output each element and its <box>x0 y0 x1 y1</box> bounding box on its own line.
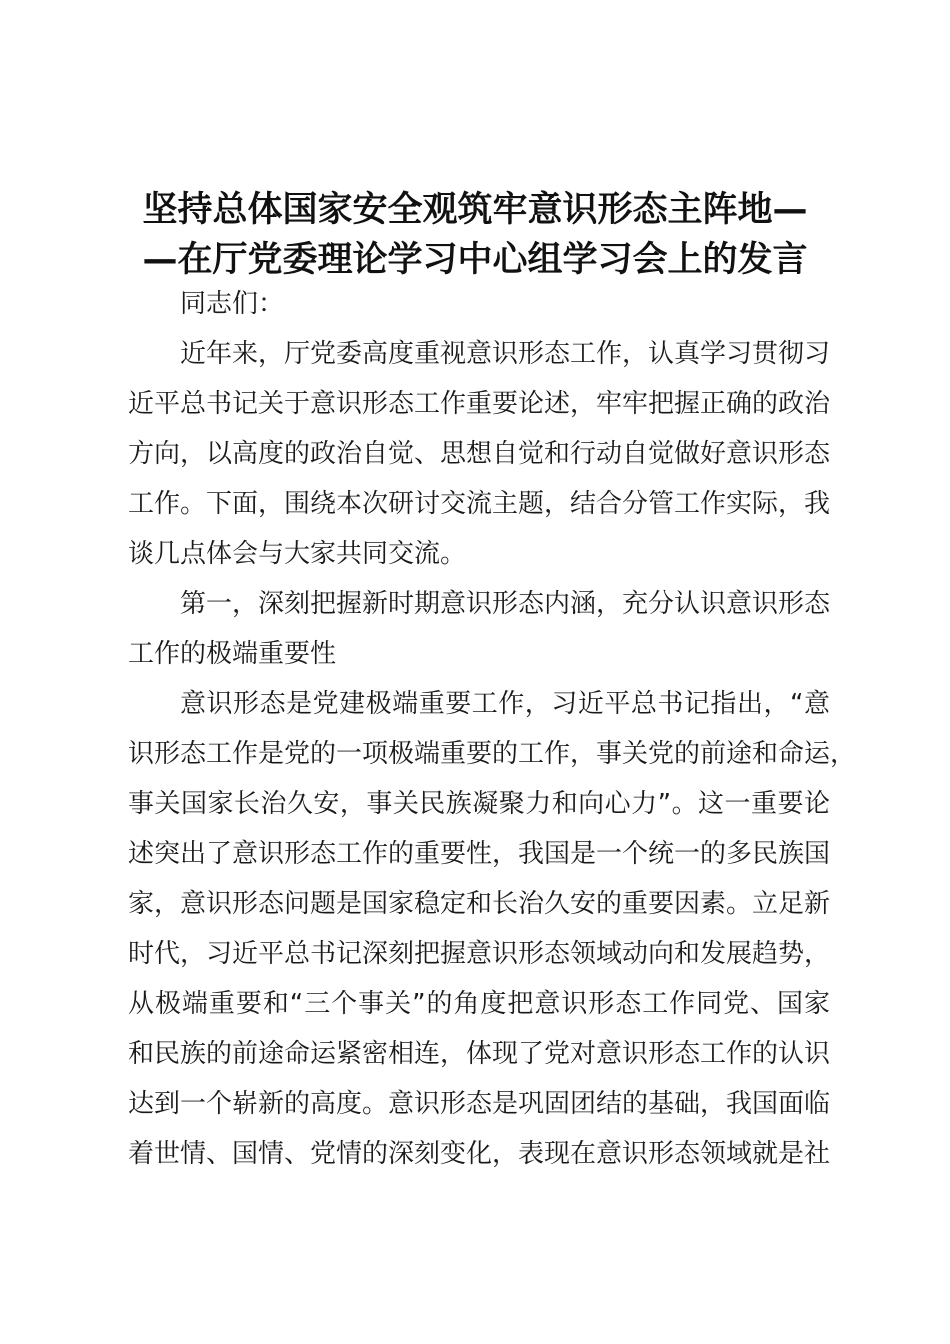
paragraph-line: 近年来，厅党委高度重视意识形态工作，认真学习贯彻习 <box>180 339 831 369</box>
paragraph-line: 谈几点体会与大家共同交流。 <box>128 539 467 569</box>
paragraph-line: 达到一个崭新的高度。意识形态是巩固团结的基础，我国面临 <box>128 1089 831 1119</box>
document-title-line-1: 坚持总体国家安全观筑牢意识形态主阵地— <box>142 190 808 230</box>
paragraph-line: 事关国家长治久安，事关民族凝聚力和向心力”。这一重要论 <box>128 789 830 819</box>
paragraph-line: 和民族的前途命运紧密相连，体现了党对意识形态工作的认识 <box>128 1039 831 1069</box>
document-title-line-2: —在厅党委理论学习中心组学习会上的发言 <box>142 240 808 280</box>
paragraph-line: 述突出了意识形态工作的重要性，我国是一个统一的多民族国 <box>128 839 831 869</box>
section-heading-line: 工作的极端重要性 <box>128 639 337 669</box>
paragraph-line: 着世情、国情、党情的深刻变化，表现在意识形态领域就是社 <box>128 1139 831 1169</box>
paragraph-line: 工作。下面，围绕本次研讨交流主题，结合分管工作实际，我 <box>128 489 831 519</box>
paragraph-line: 识形态工作是党的一项极端重要的工作，事关党的前途和命运， <box>128 739 857 769</box>
paragraph-line: 从极端重要和“三个事关”的角度把意识形态工作同党、国家 <box>128 989 830 1019</box>
section-heading-line: 第一，深刻把握新时期意识形态内涵，充分认识意识形态 <box>180 589 831 619</box>
paragraph-line: 近平总书记关于意识形态工作重要论述，牢牢把握正确的政治 <box>128 389 831 419</box>
paragraph-line: 家，意识形态问题是国家稳定和长治久安的重要因素。立足新 <box>128 889 831 919</box>
paragraph-line: 方向，以高度的政治自觉、思想自觉和行动自觉做好意识形态 <box>128 439 831 469</box>
paragraph-line: 意识形态是党建极端重要工作，习近平总书记指出，“意 <box>180 689 830 719</box>
paragraph-line: 时代，习近平总书记深刻把握意识形态领域动向和发展趋势， <box>128 939 831 969</box>
salutation: 同志们： <box>180 289 285 319</box>
